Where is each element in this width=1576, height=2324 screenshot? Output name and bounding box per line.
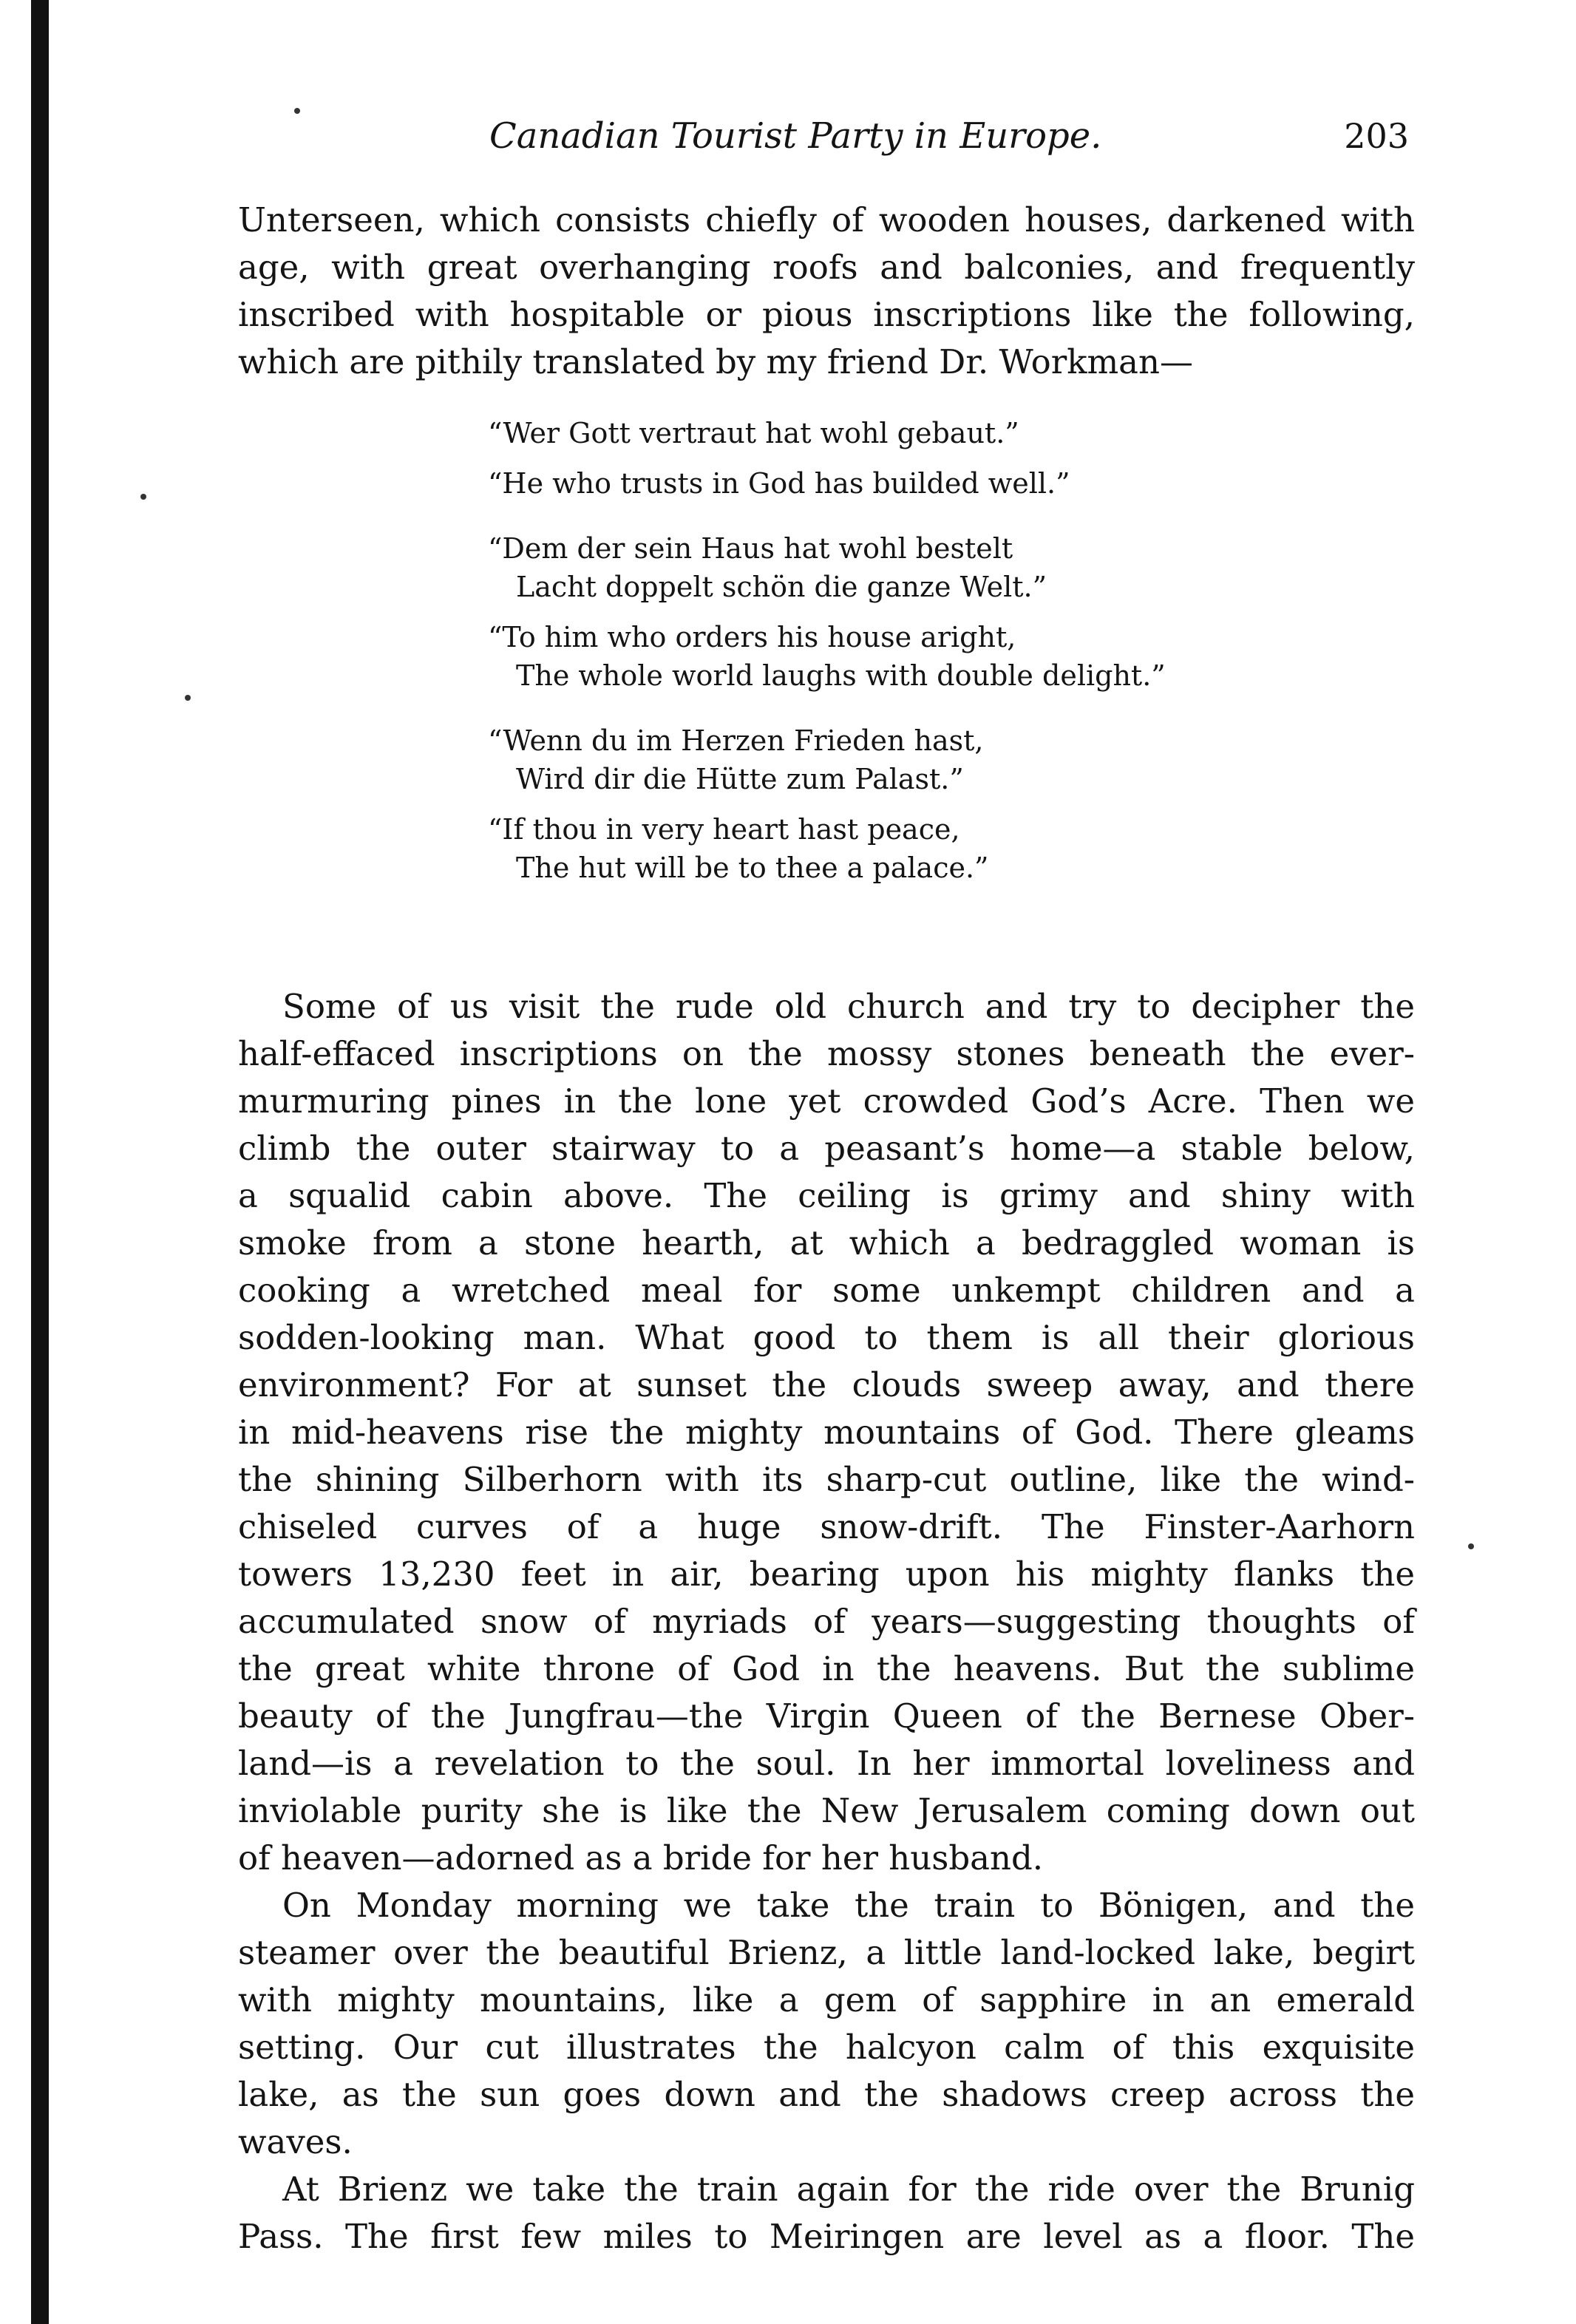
text-line: climb the outer stairway to a peasant’s home—a stable below,: [238, 1129, 1415, 1168]
text-line: murmuring pines in the lone yet crowded God’s Acre. Then we: [238, 1081, 1415, 1121]
inscription-german: [488, 721, 1257, 798]
text-line: towers 13,230 feet in air, bearing upon his mighty flanks the: [238, 1555, 1415, 1594]
text-line: setting. Our cut illustrates the halcyon calm of this exquisite: [238, 2028, 1415, 2067]
inscription-german: [488, 529, 1257, 606]
inscription-line: “He who trusts in God has builded well.”: [488, 467, 1070, 500]
text-line: half-effaced inscriptions on the mossy stones beneath the ever-: [238, 1034, 1415, 1073]
inscription-line: The hut will be to thee a palace.”: [516, 852, 989, 884]
inscription-line: Wird dir die Hütte zum Palast.”: [516, 763, 964, 795]
inscription-line: The whole world laughs with double delight.”: [516, 659, 1166, 692]
text-line: cooking a wretched meal for some unkempt children and a: [238, 1271, 1415, 1310]
inscription-translation: [488, 464, 1257, 503]
text-line: with mighty mountains, like a gem of sapphire in an emerald: [238, 1980, 1415, 2019]
inscription-line: Lacht doppelt schön die ganze Welt.”: [516, 571, 1047, 603]
text-line: Pass. The first few miles to Meiringen are level as a floor. The: [238, 2217, 1415, 2256]
inscription-line: “Wenn du im Herzen Frieden hast,: [488, 724, 984, 757]
text-line: smoke from a stone hearth, at which a bedraggled woman is: [238, 1223, 1415, 1263]
print-speck: [1468, 1543, 1474, 1549]
text-line: At Brienz we take the train again for the ride over the Brunig: [282, 2170, 1415, 2209]
inscription-translation: [488, 810, 1257, 887]
text-line: waves.: [238, 2122, 353, 2161]
text-line: Some of us visit the rude old church and try to decipher the: [282, 987, 1415, 1026]
print-speck: [140, 494, 146, 500]
text-line: accumulated snow of myriads of years—suggesting thoughts of: [238, 1602, 1415, 1641]
inscription-line: “To him who orders his house aright,: [488, 621, 1016, 653]
running-head: [238, 114, 1415, 166]
text-line: environment? For at sunset the clouds sweep away, and there: [238, 1365, 1415, 1404]
page-number: 203: [1344, 116, 1409, 156]
text-line: the great white throne of God in the heavens. But the sublime: [238, 1649, 1415, 1688]
text-line: inviolable purity she is like the New Jerusalem coming down out: [238, 1791, 1415, 1830]
text-line: steamer over the beautiful Brienz, a little land-locked lake, begirt: [238, 1933, 1415, 1972]
text-line: a squalid cabin above. The ceiling is grimy and shiny with: [238, 1176, 1415, 1215]
book-binding-edge: [31, 0, 49, 2324]
inscription-line: “If thou in very heart hast peace,: [488, 813, 960, 846]
inscription-line: “Wer Gott vertraut hat wohl gebaut.”: [488, 417, 1019, 449]
text-line: sodden-looking man. What good to them is all their glorious: [238, 1318, 1415, 1357]
text-line: beauty of the Jungfrau—the Virgin Queen of the Bernese Ober-: [238, 1696, 1415, 1736]
inscription-line: “Dem der sein Haus hat wohl bestelt: [488, 532, 1013, 565]
main-text: [238, 983, 1415, 2260]
text-line: chiseled curves of a huge snow-drift. The Finster-Aarhorn: [238, 1507, 1415, 1546]
inscriptions-block: [488, 414, 1257, 899]
text-line: age, with great overhanging roofs and balconies, and frequently: [238, 248, 1415, 287]
text-line: of heaven—adorned as a bride for her husband.: [238, 1838, 1044, 1878]
opening-paragraph: [238, 197, 1415, 386]
text-line: inscribed with hospitable or pious inscriptions like the following,: [238, 295, 1415, 334]
inscription-german: [488, 414, 1257, 452]
running-title: Canadian Tourist Party in Europe.: [489, 115, 1102, 157]
text-line: On Monday morning we take the train to Bönigen, and the: [282, 1886, 1415, 1925]
text-line: in mid-heavens rise the mighty mountains of God. There gleams: [238, 1413, 1415, 1452]
inscription-translation: [488, 618, 1257, 695]
book-page: [238, 0, 1415, 2324]
text-line: land—is a revelation to the soul. In her immortal loveliness and: [238, 1744, 1415, 1783]
text-line: which are pithily translated by my friend Dr. Workman—: [238, 342, 1193, 381]
text-line: lake, as the sun goes down and the shadows creep across the: [238, 2075, 1415, 2114]
text-line: the shining Silberhorn with its sharp-cut outline, like the wind-: [238, 1460, 1415, 1499]
text-line: Unterseen, which consists chiefly of wooden houses, darkened with: [238, 200, 1415, 239]
print-speck: [185, 695, 191, 701]
